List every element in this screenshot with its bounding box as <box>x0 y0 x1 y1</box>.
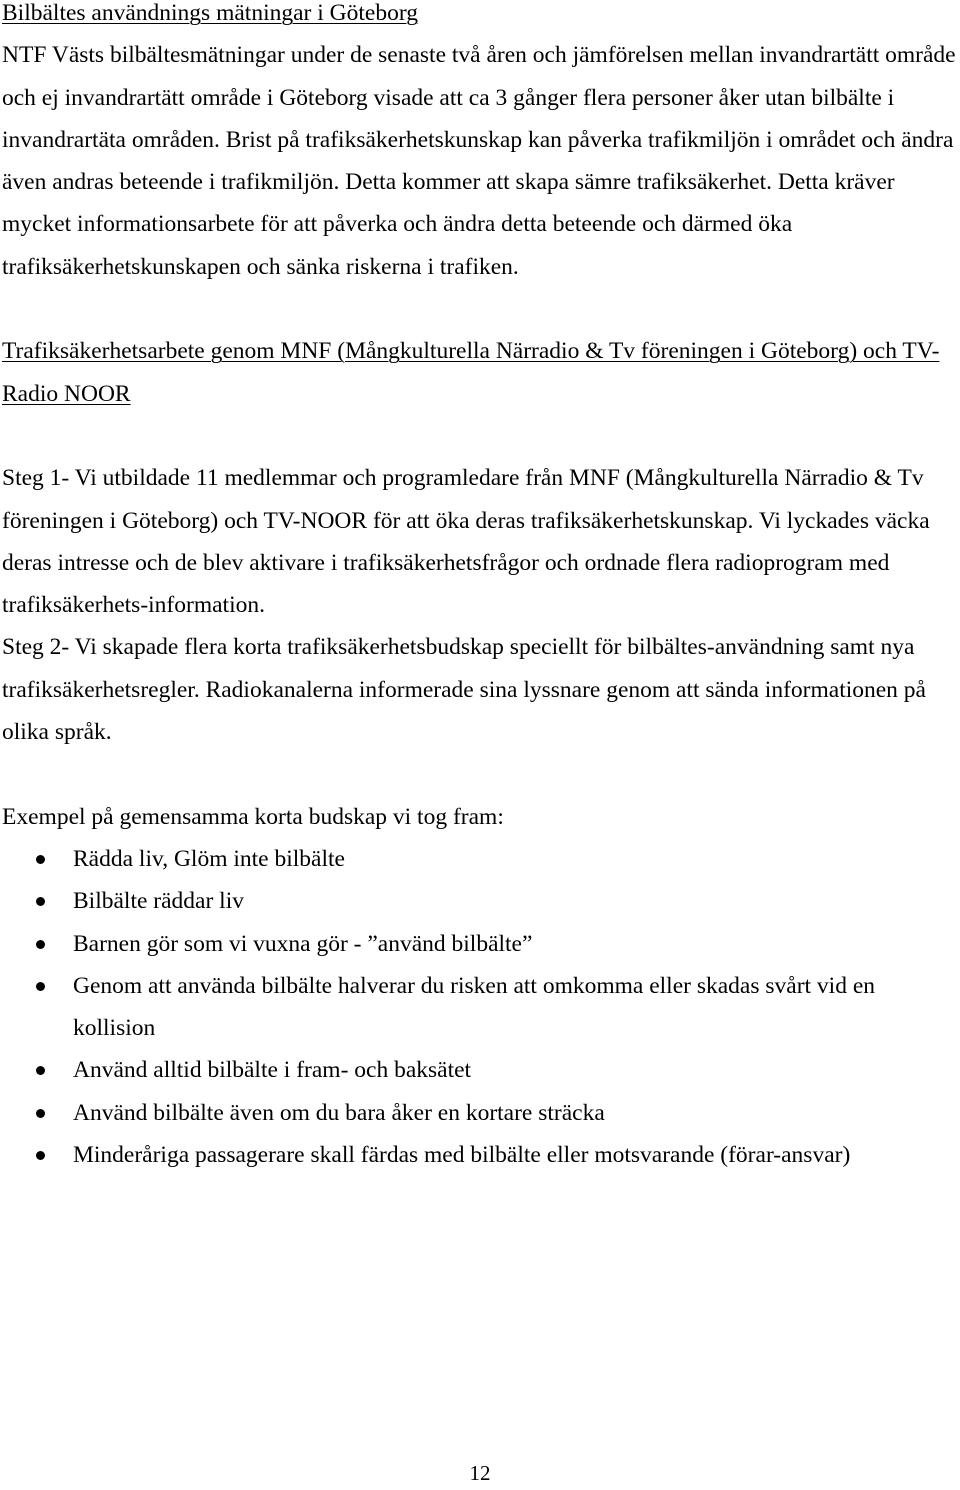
list-item-text: Använd bilbälte även om du bara åker en kortare sträcka <box>73 1099 605 1126</box>
section-heading-seatbelt-measurements: Bilbältes användnings mätningar i Göteborg <box>2 0 418 26</box>
document-page <box>2 0 958 1176</box>
list-item <box>2 1049 958 1091</box>
paragraph-measurements: NTF Västs bilbältesmätningar under de senaste två åren och jämförelsen mellan invandrartätt område och ej invandrartätt område i Göteborg visade att ca 3 gånger flera personer åker utan bilbälte i invandrartäta områden. Brist på trafiksäkerhetskunskap kan påverka trafikmiljön i området och ändra även andras beteende i trafikmiljön. Detta kommer att skapa sämre trafiksäkerhet. Detta kräver mycket informationsarbete för att påverka och ändra detta beteende och därmed öka trafiksäkerhetskunskapen och sänka riskerna i trafiken. <box>2 42 956 280</box>
bullet-icon <box>36 940 45 949</box>
list-item <box>2 923 958 965</box>
list-item-text: Bilbälte räddar liv <box>73 888 244 915</box>
paragraph-step-1: Steg 1- Vi utbildade 11 medlemmar och programledare från MNF (Mångkulturella Närradio & Tv föreningen i Göteborg) och TV-NOOR för att öka deras trafiksäkerhetskunskap. Vi lyckades väcka deras intresse och de blev aktivare i trafiksäkerhetsfrågor och ordnade flera radioprogram med trafiksäkerhets-information. <box>2 465 930 619</box>
list-item-text: Genom att använda bilbälte halverar du risken att omkomma eller skadas svårt vid en kollision <box>73 972 876 1042</box>
list-item <box>2 838 958 880</box>
list-item <box>2 1092 958 1134</box>
spacer <box>2 415 958 457</box>
paragraph-step-2: Steg 2- Vi skapade flera korta trafiksäkerhetsbudskap speciellt för bilbältes-användning samt nya trafiksäkerhetsregler. Radiokanalerna informerade sina lyssnare genom att sända informationen på olika språk. <box>2 634 926 746</box>
page-number: 12 <box>469 1461 491 1485</box>
bullet-icon <box>36 855 45 864</box>
list-item-text: Använd alltid bilbälte i fram- och baksätet <box>73 1057 472 1084</box>
bullet-icon <box>36 982 45 991</box>
paragraph-examples-intro: Exempel på gemensamma korta budskap vi tog fram: <box>2 803 504 830</box>
spacer <box>2 753 958 795</box>
section-heading-traffic-safety-work: Trafiksäkerhetsarbete genom MNF (Mångkulturella Närradio & Tv föreningen i Göteborg) och TV- Radio NOOR <box>2 338 940 407</box>
bullet-icon <box>36 1109 45 1118</box>
message-list <box>2 838 958 1176</box>
list-item-text: Minderåriga passagerare skall färdas med bilbälte eller motsvarande (förar-ansvar) <box>73 1142 851 1169</box>
list-item <box>2 965 958 1050</box>
spacer <box>2 288 958 330</box>
list-item-text: Barnen gör som vi vuxna gör - ”använd bilbälte” <box>73 930 533 957</box>
bullet-icon <box>36 897 45 906</box>
bullet-icon <box>36 1066 45 1075</box>
bullet-icon <box>36 1151 45 1160</box>
list-item <box>2 1134 958 1176</box>
list-item-text: Rädda liv, Glöm inte bilbälte <box>73 845 345 872</box>
list-item <box>2 880 958 922</box>
